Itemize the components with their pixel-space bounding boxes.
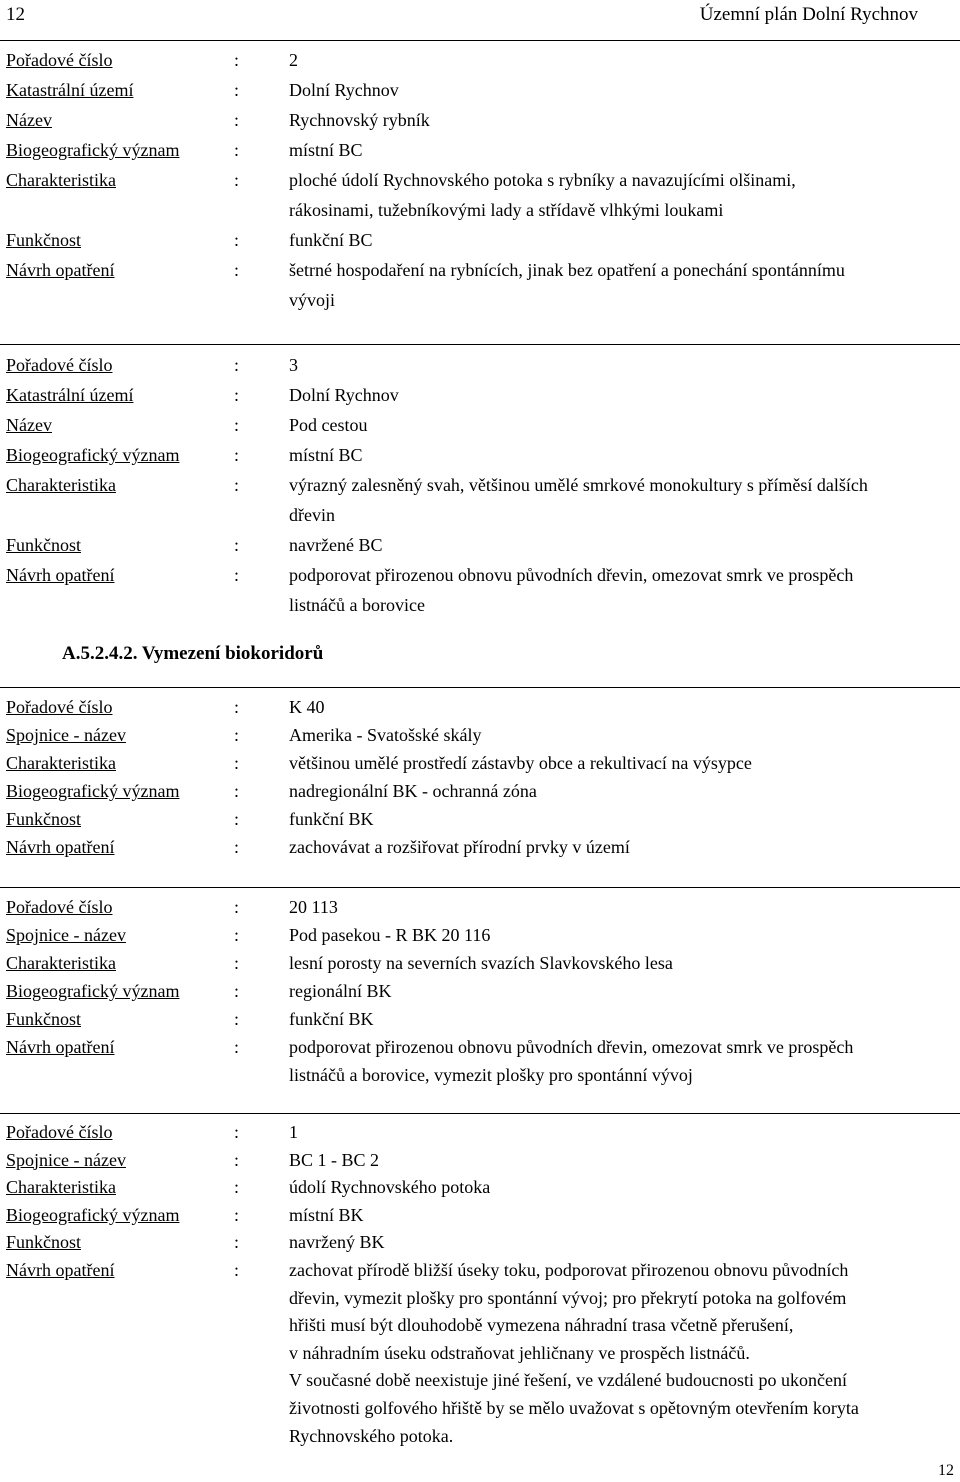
separator: : xyxy=(234,260,240,280)
field-label[interactable]: Pořadové číslo xyxy=(6,1122,113,1142)
separator: : xyxy=(234,725,240,745)
field-value: Dolní Rychnov xyxy=(289,80,399,100)
field-label[interactable]: Název xyxy=(6,415,52,435)
separator: : xyxy=(234,1259,240,1280)
record-row xyxy=(0,165,960,225)
field-value: 2 xyxy=(289,50,298,70)
field-value: funkční BK xyxy=(289,1009,374,1029)
field-value: navržené BC xyxy=(289,535,383,555)
record-row xyxy=(0,45,960,75)
centre-block xyxy=(0,350,960,620)
field-value: místní BK xyxy=(289,1204,364,1225)
record-row xyxy=(0,1174,960,1202)
record-row xyxy=(0,693,960,721)
record-row xyxy=(0,1257,960,1450)
field-label[interactable]: Návrh opatření xyxy=(6,1037,115,1057)
record-row xyxy=(0,380,960,410)
record-row xyxy=(0,1147,960,1175)
field-value: ploché údolí Rychnovského potoka s rybníky a navazujícími olšinami, rákosinami, tužebníkovými lady a střídavě vlhkými loukami xyxy=(289,170,796,220)
field-value: Rychnovský rybník xyxy=(289,110,430,130)
field-label[interactable]: Návrh opatření xyxy=(6,565,115,585)
field-label[interactable]: Biogeografický význam xyxy=(6,445,180,465)
field-label[interactable]: Název xyxy=(6,110,52,130)
field-label[interactable]: Katastrální území xyxy=(6,385,134,405)
separator: : xyxy=(234,1204,240,1225)
record-row xyxy=(0,225,960,255)
page-number: 12 xyxy=(6,4,25,25)
record-row xyxy=(0,1229,960,1257)
field-label[interactable]: Charakteristika xyxy=(6,1177,116,1198)
field-value: výrazný zalesněný svah, většinou umělé smrkové monokultury s příměsí dalších dřevin xyxy=(289,475,868,525)
record-row xyxy=(0,833,960,861)
separator: : xyxy=(234,781,240,801)
field-value: Amerika - Svatošské skály xyxy=(289,725,482,745)
record-row xyxy=(0,105,960,135)
separator: : xyxy=(234,837,240,857)
field-label[interactable]: Charakteristika xyxy=(6,953,116,973)
separator: : xyxy=(234,475,240,495)
record-row xyxy=(0,560,960,620)
section-divider xyxy=(0,1113,960,1114)
field-value: funkční BK xyxy=(289,809,374,829)
separator: : xyxy=(234,1149,240,1170)
field-label[interactable]: Funkčnost xyxy=(6,809,82,829)
separator: : xyxy=(234,697,240,717)
separator: : xyxy=(234,1177,240,1198)
field-value: 3 xyxy=(289,355,298,375)
separator: : xyxy=(234,981,240,1001)
field-label[interactable]: Návrh opatření xyxy=(6,837,115,857)
section-divider xyxy=(0,344,960,345)
record-row xyxy=(0,1119,960,1147)
separator: : xyxy=(234,565,240,585)
record-row xyxy=(0,530,960,560)
field-value: regionální BK xyxy=(289,981,392,1001)
corridor-block xyxy=(0,1119,960,1450)
record-row xyxy=(0,949,960,977)
field-label[interactable]: Charakteristika xyxy=(6,170,116,190)
field-label[interactable]: Návrh opatření xyxy=(6,1259,115,1280)
separator: : xyxy=(234,809,240,829)
separator: : xyxy=(234,1037,240,1057)
field-value: zachovat přírodě bližší úseky toku, podporovat přirozenou obnovu původních dřevin, vymezit plošky pro spontánní vývoj; pro překrytí potoka na golfovém hřišti musí být dlouhodobě vymezena náhradní trasa včetně přerušení, v náhradním úseku odstraňovat jehličnany ve prospěch listnáčů. V současné době neexistuje jiné řešení, ve vzdálené budoucnosti po ukončení životnosti golfového hřiště by se mělo uvažovat s opětovným otevřením koryta Rychnovského potoka. xyxy=(289,1259,859,1446)
field-label[interactable]: Biogeografický význam xyxy=(6,781,180,801)
field-value: zachovávat a rozšiřovat přírodní prvky v území xyxy=(289,837,630,857)
separator: : xyxy=(234,1122,240,1142)
field-label[interactable]: Spojnice - název xyxy=(6,1149,126,1170)
separator: : xyxy=(234,385,240,405)
record-row xyxy=(0,1033,960,1089)
field-value: podporovat přirozenou obnovu původních dřevin, omezovat smrk ve prospěch listnáčů a borovice, vymezit plošky pro spontánní vývoj xyxy=(289,1037,854,1085)
separator: : xyxy=(234,753,240,773)
field-value: K 40 xyxy=(289,697,325,717)
separator: : xyxy=(234,535,240,555)
field-value: místní BC xyxy=(289,140,363,160)
field-label[interactable]: Pořadové číslo xyxy=(6,697,113,717)
separator: : xyxy=(234,80,240,100)
field-label[interactable]: Biogeografický význam xyxy=(6,140,180,160)
field-value: Pod pasekou - R BK 20 116 xyxy=(289,925,491,945)
field-label[interactable]: Pořadové číslo xyxy=(6,355,113,375)
separator: : xyxy=(234,1232,240,1253)
page-header xyxy=(0,0,960,41)
centre-block xyxy=(0,45,960,315)
record-row xyxy=(0,721,960,749)
record-row xyxy=(0,977,960,1005)
document-title: Územní plán Dolní Rychnov xyxy=(699,4,918,25)
field-label[interactable]: Pořadové číslo xyxy=(6,50,113,70)
record-row xyxy=(0,410,960,440)
separator: : xyxy=(234,230,240,250)
separator: : xyxy=(234,170,240,190)
footer-page-number: 12 xyxy=(938,1462,954,1479)
field-value: Pod cestou xyxy=(289,415,368,435)
field-value: lesní porosty na severních svazích Slavkovského lesa xyxy=(289,953,673,973)
field-value: šetrné hospodaření na rybnících, jinak bez opatření a ponechání spontánnímu vývoji xyxy=(289,260,845,310)
field-value: 1 xyxy=(289,1122,298,1142)
field-value: většinou umělé prostředí zástavby obce a rekultivací na výsypce xyxy=(289,753,752,773)
record-row xyxy=(0,255,960,315)
separator: : xyxy=(234,1009,240,1029)
separator: : xyxy=(234,140,240,160)
field-value: navržený BK xyxy=(289,1232,385,1253)
record-row xyxy=(0,921,960,949)
field-label[interactable]: Funkčnost xyxy=(6,1009,82,1029)
record-row xyxy=(0,1202,960,1230)
section-divider xyxy=(0,887,960,888)
field-label[interactable]: Spojnice - název xyxy=(6,725,126,745)
separator: : xyxy=(234,925,240,945)
separator: : xyxy=(234,445,240,465)
record-row xyxy=(0,1005,960,1033)
record-row xyxy=(0,75,960,105)
corridor-block xyxy=(0,693,960,861)
separator: : xyxy=(234,110,240,130)
field-label[interactable]: Biogeografický význam xyxy=(6,981,180,1001)
section-heading: A.5.2.4.2. Vymezení biokoridorů xyxy=(62,643,324,664)
separator: : xyxy=(234,415,240,435)
field-label[interactable]: Charakteristika xyxy=(6,475,116,495)
field-value: nadregionální BK - ochranná zóna xyxy=(289,781,537,801)
record-row xyxy=(0,805,960,833)
field-value: funkční BC xyxy=(289,230,373,250)
field-label[interactable]: Funkčnost xyxy=(6,230,82,250)
field-value: 20 113 xyxy=(289,897,338,917)
field-label[interactable]: Návrh opatření xyxy=(6,260,115,280)
record-row xyxy=(0,749,960,777)
record-row xyxy=(0,470,960,530)
field-label[interactable]: Pořadové číslo xyxy=(6,897,113,917)
record-row xyxy=(0,350,960,380)
record-row xyxy=(0,440,960,470)
corridor-block xyxy=(0,893,960,1089)
field-label[interactable]: Biogeografický význam xyxy=(6,1204,180,1225)
separator: : xyxy=(234,50,240,70)
field-value: místní BC xyxy=(289,445,363,465)
field-label[interactable]: Funkčnost xyxy=(6,1232,82,1253)
field-label[interactable]: Funkčnost xyxy=(6,535,82,555)
separator: : xyxy=(234,355,240,375)
field-value: BC 1 - BC 2 xyxy=(289,1149,380,1170)
separator: : xyxy=(234,953,240,973)
field-value: Dolní Rychnov xyxy=(289,385,399,405)
record-row xyxy=(0,777,960,805)
record-row xyxy=(0,135,960,165)
field-value: údolí Rychnovského potoka xyxy=(289,1177,491,1198)
field-value: podporovat přirozenou obnovu původních dřevin, omezovat smrk ve prospěch listnáčů a borovice xyxy=(289,565,854,615)
field-label[interactable]: Spojnice - název xyxy=(6,925,126,945)
section-divider xyxy=(0,687,960,688)
field-label[interactable]: Charakteristika xyxy=(6,753,116,773)
record-row xyxy=(0,893,960,921)
field-label[interactable]: Katastrální území xyxy=(6,80,134,100)
separator: : xyxy=(234,897,240,917)
